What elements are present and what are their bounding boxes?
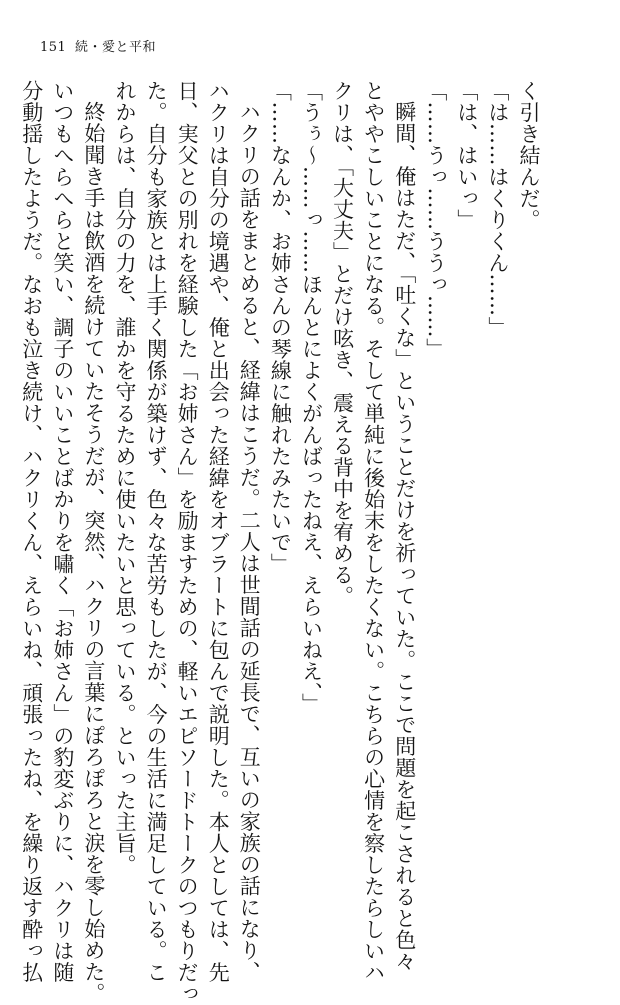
dialogue-column: 「うぅ〜……っ……ほんとによくがんばったねえ、えらいねえ、」 bbox=[299, 80, 324, 715]
text-column: た。自分も家族とは上手く関係が築けず、色々な苦労もしたが、今の生活に満足している。こ bbox=[144, 80, 169, 983]
text-column: 終始聞き手は飲酒を続けていたそうだが、突然、ハクリの言葉にぽろぽろと涙を零し始めた。 bbox=[81, 101, 106, 1004]
novel-body-text bbox=[19, 80, 544, 1005]
text-column: く引き結んだ。 bbox=[517, 80, 541, 231]
dialogue-column: 「……なんか、お姉さんの琴線に触れたみたいで」 bbox=[268, 80, 293, 575]
text-column: 瞬間、俺はただ、「吐くな」ということだけを祈っていた。ここで問題を起こされると色々 bbox=[392, 101, 417, 972]
chapter-title: 続・愛と平和 bbox=[74, 40, 156, 55]
dialogue-column: 「は、はいっ」 bbox=[454, 80, 479, 231]
text-column: ハクリの話をまとめると、経緯はこうだ。二人は世間話の延長で、互いの家族の話になり、 bbox=[237, 101, 262, 983]
text-column: とややこしいことになる。そして単純に後始末をしたくない。こちらの心情を察したらしいハ bbox=[361, 80, 386, 983]
dialogue-column: 「は……はくりくん……」 bbox=[485, 80, 510, 338]
text-column: 分動揺したようだ。なおも泣き続け、ハクリくん、えらいね、頑張ったね、を繰り返す酔っ払 bbox=[19, 80, 44, 983]
text-column: いつもへらへらと笑い、調子のいいことばかりを嘯く「お姉さん」の豹変ぶりに、ハクリは随 bbox=[50, 80, 75, 983]
text-column: クリは、「大丈夫」とだけ呟き、震える背中を宥める。 bbox=[330, 80, 355, 607]
text-column: れからは、自分の力を、誰かを守るために使いたいと思っている。といった主旨。 bbox=[112, 80, 137, 876]
page-number: 151 bbox=[40, 40, 67, 55]
text-column: 日、実父との別れを経験した「お姉さん」を励ますための、軽いエピソードトークのつもりだっ bbox=[175, 80, 200, 1005]
dialogue-column: 「……うっ……ううっ……」 bbox=[423, 80, 448, 360]
running-header bbox=[40, 36, 156, 55]
text-column: ハクリは自分の境遇や、俺と出会った経緯をオブラートに包んで説明した。本人としては、先 bbox=[206, 80, 231, 983]
